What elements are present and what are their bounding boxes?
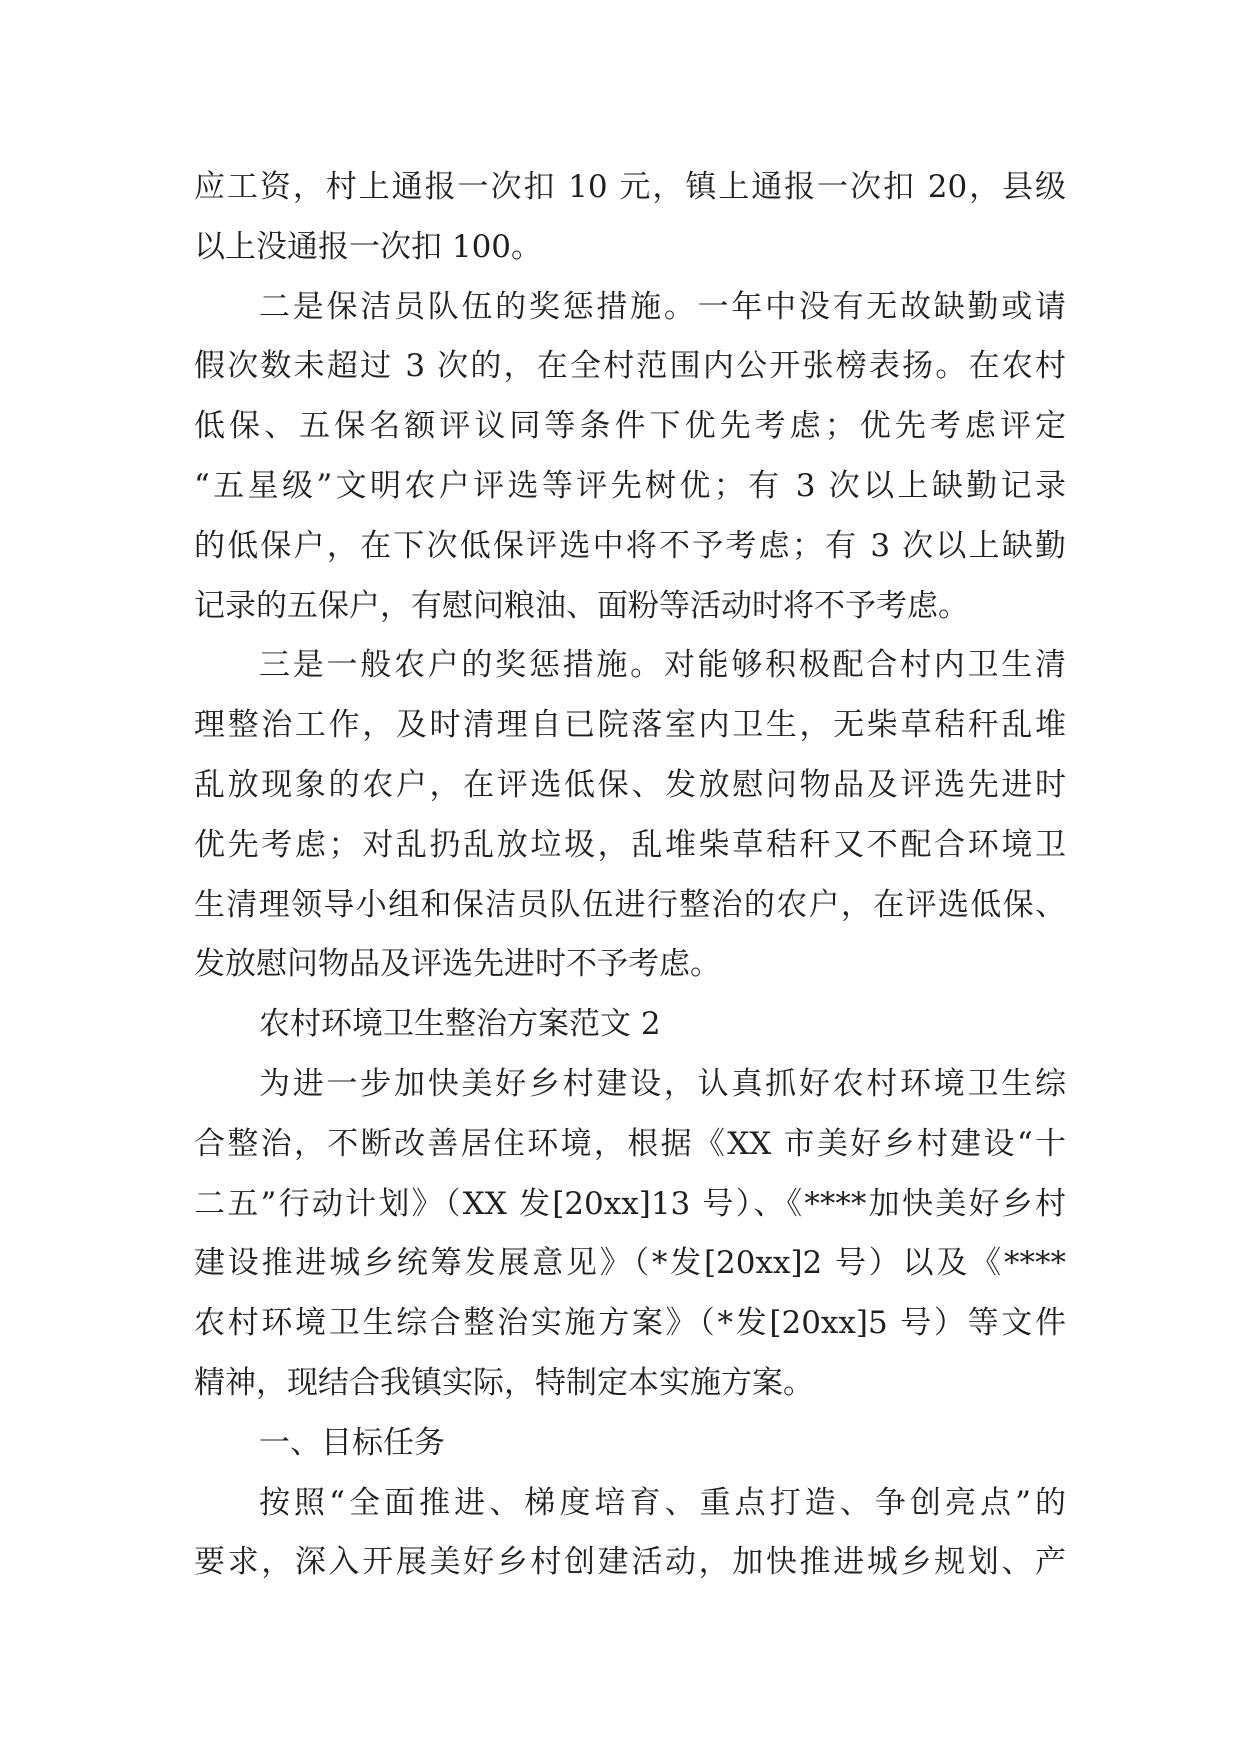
text-line: 优先考虑；对乱扔乱放垃圾，乱堆柴草秸秆又不配合环境卫	[194, 826, 1066, 863]
text-line: 二是保洁员队伍的奖惩措施。一年中没有无故缺勤或请	[259, 288, 1066, 325]
section-heading	[194, 995, 1066, 1055]
paragraph-household-measures	[194, 636, 1066, 995]
paragraph-continued	[194, 158, 1066, 278]
text-line: 生清理领导小组和保洁员队伍进行整治的农户，在评选低保、	[194, 886, 1066, 923]
text-line: 记录的五保户，有慰问粮油、面粉等活动时将不予考虑。	[194, 587, 969, 624]
text-line: 建设推进城乡统筹发展意见》（*发[20xx]2 号）以及《****	[194, 1245, 1066, 1282]
document-body	[194, 158, 1066, 1593]
text-line: “五星级”文明农户评选等评先树优；有 3 次以上缺勤记录	[194, 467, 1066, 504]
paragraph-introduction	[194, 1055, 1066, 1414]
heading-line: 一、目标任务	[259, 1424, 445, 1461]
text-line: 以上没通报一次扣 100。	[194, 228, 543, 265]
text-line: 假次数未超过 3 次的，在全村范围内公开张榜表扬。在农村	[194, 348, 1066, 385]
subsection-heading	[194, 1414, 1066, 1474]
text-line: 三是一般农户的奖惩措施。对能够积极配合村内卫生清	[259, 647, 1066, 684]
text-line: 要求，深入开展美好乡村创建活动，加快推进城乡规划、产	[194, 1544, 1066, 1581]
text-line: 低保、五保名额评议同等条件下优先考虑；优先考虑评定	[194, 408, 1066, 445]
text-line: 为进一步加快美好乡村建设，认真抓好农村环境卫生综	[259, 1065, 1066, 1102]
paragraph-cleaner-measures	[194, 278, 1066, 637]
text-line: 乱放现象的农户，在评选低保、发放慰问物品及评选先进时	[194, 766, 1066, 803]
text-line: 二五”行动计划》（XX 发[20xx]13 号）、《****加快美好乡村	[194, 1185, 1066, 1222]
text-line: 的低保户，在下次低保评选中将不予考虑；有 3 次以上缺勤	[194, 527, 1066, 564]
heading-line: 农村环境卫生整治方案范文 2	[259, 1006, 661, 1043]
text-line: 发放慰问物品及评选先进时不予考虑。	[194, 946, 721, 983]
text-line: 应工资，村上通报一次扣 10 元，镇上通报一次扣 20，县级	[194, 169, 1066, 205]
paragraph-goals	[194, 1474, 1066, 1594]
text-line: 合整治，不断改善居住环境，根据《XX 市美好乡村建设“十	[194, 1125, 1066, 1162]
text-line: 精神，现结合我镇实际，特制定本实施方案。	[194, 1364, 814, 1401]
text-line: 按照“全面推进、梯度培育、重点打造、争创亮点”的	[259, 1484, 1066, 1521]
text-line: 理整治工作，及时清理自已院落室内卫生，无柴草秸秆乱堆	[194, 707, 1066, 744]
text-line: 农村环境卫生综合整治实施方案》（*发[20xx]5 号）等文件	[194, 1305, 1066, 1342]
